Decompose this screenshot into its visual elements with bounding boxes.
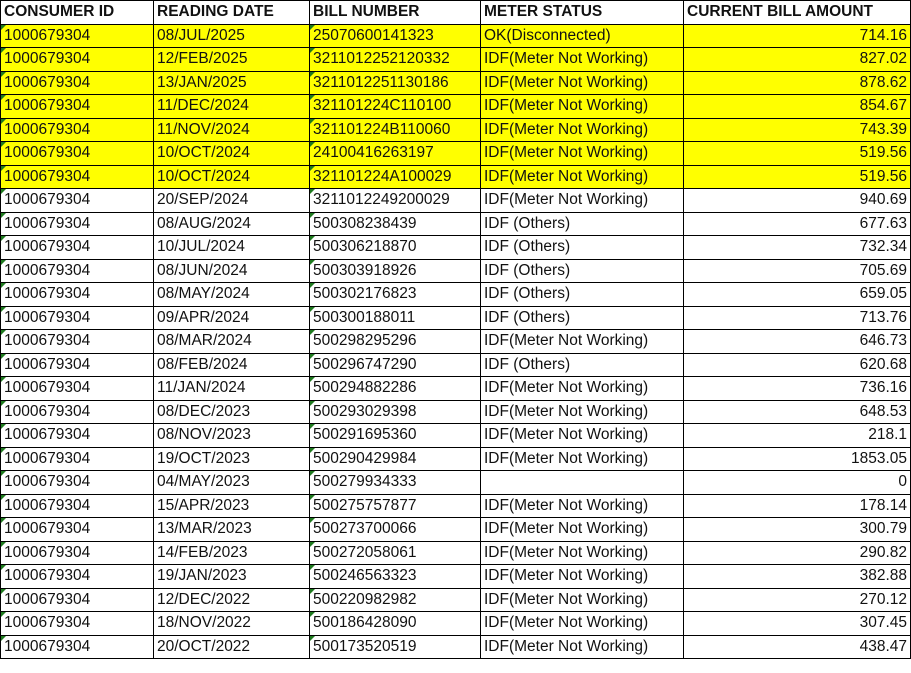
cell-reading-date[interactable]: 14/FEB/2023 — [154, 541, 310, 565]
cell-meter-status[interactable]: IDF(Meter Not Working) — [481, 95, 684, 119]
table-row — [1, 306, 911, 330]
cell-consumer-id[interactable]: 1000679304 — [1, 259, 154, 283]
cell-reading-date[interactable]: 08/FEB/2024 — [154, 353, 310, 377]
cell-consumer-id[interactable]: 1000679304 — [1, 635, 154, 659]
header-row — [1, 1, 911, 25]
cell-bill-number[interactable]: 500220982982 — [310, 588, 481, 612]
cell-consumer-id[interactable]: 1000679304 — [1, 447, 154, 471]
cell-bill-number[interactable]: 500298295296 — [310, 330, 481, 354]
table-row — [1, 48, 911, 72]
cell-bill-number[interactable]: 500291695360 — [310, 424, 481, 448]
cell-consumer-id[interactable]: 1000679304 — [1, 518, 154, 542]
cell-consumer-id[interactable]: 1000679304 — [1, 165, 154, 189]
table-row — [1, 494, 911, 518]
table-row — [1, 353, 911, 377]
cell-meter-status[interactable]: IDF(Meter Not Working) — [481, 541, 684, 565]
cell-reading-date[interactable]: 20/OCT/2022 — [154, 635, 310, 659]
table-row — [1, 518, 911, 542]
header-reading-date[interactable]: READING DATE — [154, 1, 310, 25]
cell-current-bill-amount[interactable]: 736.16 — [684, 377, 911, 401]
cell-reading-date[interactable]: 08/AUG/2024 — [154, 212, 310, 236]
cell-current-bill-amount[interactable]: 646.73 — [684, 330, 911, 354]
cell-reading-date[interactable]: 10/OCT/2024 — [154, 142, 310, 166]
cell-consumer-id[interactable]: 1000679304 — [1, 471, 154, 495]
header-bill-number[interactable]: BILL NUMBER — [310, 1, 481, 25]
cell-consumer-id[interactable]: 1000679304 — [1, 236, 154, 260]
cell-reading-date[interactable]: 19/JAN/2023 — [154, 565, 310, 589]
cell-bill-number[interactable]: 25070600141323 — [310, 24, 481, 48]
cell-current-bill-amount[interactable]: 714.16 — [684, 24, 911, 48]
cell-bill-number[interactable]: 500173520519 — [310, 635, 481, 659]
cell-bill-number[interactable]: 500290429984 — [310, 447, 481, 471]
cell-current-bill-amount[interactable]: 940.69 — [684, 189, 911, 213]
cell-meter-status[interactable]: IDF(Meter Not Working) — [481, 447, 684, 471]
cell-current-bill-amount[interactable]: 827.02 — [684, 48, 911, 72]
cell-meter-status[interactable]: IDF (Others) — [481, 283, 684, 307]
cell-current-bill-amount[interactable]: 743.39 — [684, 118, 911, 142]
cell-meter-status[interactable]: IDF(Meter Not Working) — [481, 377, 684, 401]
cell-reading-date[interactable]: 11/DEC/2024 — [154, 95, 310, 119]
cell-reading-date[interactable]: 08/NOV/2023 — [154, 424, 310, 448]
cell-meter-status[interactable]: IDF(Meter Not Working) — [481, 635, 684, 659]
cell-current-bill-amount[interactable]: 648.53 — [684, 400, 911, 424]
cell-reading-date[interactable]: 09/APR/2024 — [154, 306, 310, 330]
cell-bill-number[interactable]: 500303918926 — [310, 259, 481, 283]
cell-bill-number[interactable]: 500186428090 — [310, 612, 481, 636]
cell-meter-status[interactable]: IDF (Others) — [481, 353, 684, 377]
table-row — [1, 424, 911, 448]
cell-bill-number[interactable]: 3211012251130186 — [310, 71, 481, 95]
table-row — [1, 142, 911, 166]
header-consumer-id[interactable]: CONSUMER ID — [1, 1, 154, 25]
cell-reading-date[interactable]: 13/JAN/2025 — [154, 71, 310, 95]
cell-current-bill-amount[interactable]: 178.14 — [684, 494, 911, 518]
cell-reading-date[interactable]: 08/JUN/2024 — [154, 259, 310, 283]
table-row — [1, 283, 911, 307]
cell-reading-date[interactable]: 08/DEC/2023 — [154, 400, 310, 424]
cell-meter-status[interactable]: OK(Disconnected) — [481, 24, 684, 48]
table-row — [1, 377, 911, 401]
cell-current-bill-amount[interactable]: 307.45 — [684, 612, 911, 636]
cell-current-bill-amount[interactable]: 1853.05 — [684, 447, 911, 471]
cell-current-bill-amount[interactable]: 0 — [684, 471, 911, 495]
cell-bill-number[interactable]: 500272058061 — [310, 541, 481, 565]
cell-bill-number[interactable]: 321101224A100029 — [310, 165, 481, 189]
table-row — [1, 212, 911, 236]
cell-consumer-id[interactable]: 1000679304 — [1, 306, 154, 330]
cell-reading-date[interactable]: 10/OCT/2024 — [154, 165, 310, 189]
header-current-bill-amount[interactable]: CURRENT BILL AMOUNT — [684, 1, 911, 25]
cell-bill-number[interactable]: 500273700066 — [310, 518, 481, 542]
cell-meter-status[interactable]: IDF(Meter Not Working) — [481, 330, 684, 354]
cell-meter-status[interactable]: IDF(Meter Not Working) — [481, 518, 684, 542]
table-row — [1, 565, 911, 589]
cell-consumer-id[interactable]: 1000679304 — [1, 377, 154, 401]
cell-current-bill-amount[interactable]: 620.68 — [684, 353, 911, 377]
table-row — [1, 471, 911, 495]
table-row — [1, 236, 911, 260]
cell-consumer-id[interactable]: 1000679304 — [1, 142, 154, 166]
cell-meter-status[interactable]: IDF(Meter Not Working) — [481, 48, 684, 72]
cell-meter-status[interactable]: IDF(Meter Not Working) — [481, 612, 684, 636]
cell-current-bill-amount[interactable]: 705.69 — [684, 259, 911, 283]
cell-current-bill-amount[interactable]: 519.56 — [684, 165, 911, 189]
cell-reading-date[interactable]: 08/JUL/2025 — [154, 24, 310, 48]
cell-consumer-id[interactable]: 1000679304 — [1, 95, 154, 119]
cell-reading-date[interactable]: 12/DEC/2022 — [154, 588, 310, 612]
cell-consumer-id[interactable]: 1000679304 — [1, 24, 154, 48]
cell-bill-number[interactable]: 500296747290 — [310, 353, 481, 377]
cell-consumer-id[interactable]: 1000679304 — [1, 189, 154, 213]
cell-bill-number[interactable]: 3211012252120332 — [310, 48, 481, 72]
cell-reading-date[interactable]: 04/MAY/2023 — [154, 471, 310, 495]
cell-consumer-id[interactable]: 1000679304 — [1, 400, 154, 424]
table-row — [1, 588, 911, 612]
cell-bill-number[interactable]: 24100416263197 — [310, 142, 481, 166]
cell-reading-date[interactable]: 20/SEP/2024 — [154, 189, 310, 213]
cell-consumer-id[interactable]: 1000679304 — [1, 330, 154, 354]
cell-bill-number[interactable]: 500300188011 — [310, 306, 481, 330]
cell-reading-date[interactable]: 19/OCT/2023 — [154, 447, 310, 471]
cell-reading-date[interactable]: 08/MAY/2024 — [154, 283, 310, 307]
cell-consumer-id[interactable]: 1000679304 — [1, 48, 154, 72]
cell-meter-status[interactable]: IDF(Meter Not Working) — [481, 565, 684, 589]
table-row — [1, 189, 911, 213]
cell-bill-number[interactable]: 321101224C110100 — [310, 95, 481, 119]
table-row — [1, 118, 911, 142]
cell-meter-status[interactable]: IDF(Meter Not Working) — [481, 424, 684, 448]
cell-consumer-id[interactable]: 1000679304 — [1, 212, 154, 236]
cell-meter-status[interactable] — [481, 471, 684, 495]
cell-reading-date[interactable]: 11/JAN/2024 — [154, 377, 310, 401]
cell-bill-number[interactable]: 500246563323 — [310, 565, 481, 589]
cell-current-bill-amount[interactable]: 854.67 — [684, 95, 911, 119]
table-row — [1, 24, 911, 48]
cell-meter-status[interactable]: IDF(Meter Not Working) — [481, 588, 684, 612]
cell-meter-status[interactable]: IDF(Meter Not Working) — [481, 118, 684, 142]
cell-meter-status[interactable]: IDF (Others) — [481, 212, 684, 236]
table-row — [1, 259, 911, 283]
table-row — [1, 71, 911, 95]
cell-bill-number[interactable]: 500275757877 — [310, 494, 481, 518]
cell-bill-number[interactable]: 500279934333 — [310, 471, 481, 495]
table-row — [1, 95, 911, 119]
cell-meter-status[interactable]: IDF(Meter Not Working) — [481, 189, 684, 213]
cell-meter-status[interactable]: IDF(Meter Not Working) — [481, 400, 684, 424]
table-row — [1, 612, 911, 636]
cell-reading-date[interactable]: 10/JUL/2024 — [154, 236, 310, 260]
cell-consumer-id[interactable]: 1000679304 — [1, 71, 154, 95]
cell-meter-status[interactable]: IDF(Meter Not Working) — [481, 494, 684, 518]
cell-current-bill-amount[interactable]: 878.62 — [684, 71, 911, 95]
cell-reading-date[interactable]: 13/MAR/2023 — [154, 518, 310, 542]
cell-bill-number[interactable]: 500306218870 — [310, 236, 481, 260]
cell-current-bill-amount[interactable]: 438.47 — [684, 635, 911, 659]
cell-consumer-id[interactable]: 1000679304 — [1, 424, 154, 448]
cell-consumer-id[interactable]: 1000679304 — [1, 494, 154, 518]
table-row — [1, 165, 911, 189]
cell-bill-number[interactable]: 3211012249200029 — [310, 189, 481, 213]
cell-bill-number[interactable]: 321101224B110060 — [310, 118, 481, 142]
table-row — [1, 330, 911, 354]
cell-reading-date[interactable]: 12/FEB/2025 — [154, 48, 310, 72]
cell-consumer-id[interactable]: 1000679304 — [1, 565, 154, 589]
cell-meter-status[interactable]: IDF(Meter Not Working) — [481, 165, 684, 189]
table-row — [1, 541, 911, 565]
cell-bill-number[interactable]: 500293029398 — [310, 400, 481, 424]
cell-reading-date[interactable]: 18/NOV/2022 — [154, 612, 310, 636]
cell-current-bill-amount[interactable]: 519.56 — [684, 142, 911, 166]
header-meter-status[interactable]: METER STATUS — [481, 1, 684, 25]
cell-current-bill-amount[interactable]: 218.1 — [684, 424, 911, 448]
cell-consumer-id[interactable]: 1000679304 — [1, 612, 154, 636]
cell-current-bill-amount[interactable]: 732.34 — [684, 236, 911, 260]
cell-reading-date[interactable]: 08/MAR/2024 — [154, 330, 310, 354]
cell-meter-status[interactable]: IDF (Others) — [481, 236, 684, 260]
cell-current-bill-amount[interactable]: 270.12 — [684, 588, 911, 612]
cell-bill-number[interactable]: 500308238439 — [310, 212, 481, 236]
cell-consumer-id[interactable]: 1000679304 — [1, 118, 154, 142]
table-row — [1, 635, 911, 659]
cell-reading-date[interactable]: 11/NOV/2024 — [154, 118, 310, 142]
cell-consumer-id[interactable]: 1000679304 — [1, 283, 154, 307]
cell-consumer-id[interactable]: 1000679304 — [1, 588, 154, 612]
table-row — [1, 400, 911, 424]
cell-reading-date[interactable]: 15/APR/2023 — [154, 494, 310, 518]
cell-current-bill-amount[interactable]: 677.63 — [684, 212, 911, 236]
table-row — [1, 447, 911, 471]
cell-current-bill-amount[interactable]: 382.88 — [684, 565, 911, 589]
cell-meter-status[interactable]: IDF(Meter Not Working) — [481, 71, 684, 95]
cell-consumer-id[interactable]: 1000679304 — [1, 541, 154, 565]
cell-bill-number[interactable]: 500294882286 — [310, 377, 481, 401]
cell-consumer-id[interactable]: 1000679304 — [1, 353, 154, 377]
cell-current-bill-amount[interactable]: 300.79 — [684, 518, 911, 542]
cell-meter-status[interactable]: IDF(Meter Not Working) — [481, 142, 684, 166]
cell-current-bill-amount[interactable]: 290.82 — [684, 541, 911, 565]
cell-bill-number[interactable]: 500302176823 — [310, 283, 481, 307]
table-body — [1, 24, 911, 659]
cell-meter-status[interactable]: IDF (Others) — [481, 306, 684, 330]
cell-current-bill-amount[interactable]: 659.05 — [684, 283, 911, 307]
cell-current-bill-amount[interactable]: 713.76 — [684, 306, 911, 330]
cell-meter-status[interactable]: IDF (Others) — [481, 259, 684, 283]
